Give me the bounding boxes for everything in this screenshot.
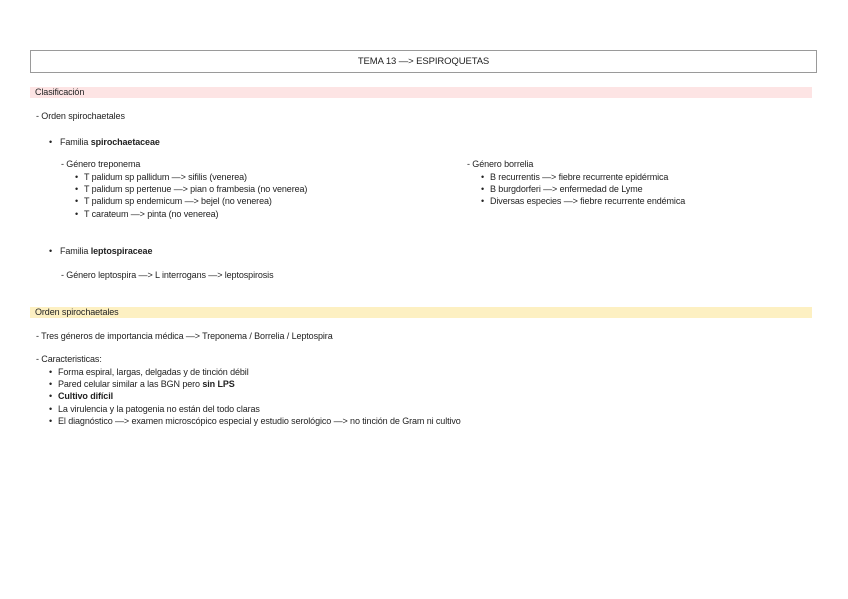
list-item: • B recurrentis —> fiebre recurrente epidérmica [481,171,685,183]
section-heading-orden: Orden spirochaetales [30,307,812,318]
genero-borrelia-label: - Género borrelia [467,159,534,169]
page-title-text: TEMA 13 —> ESPIROQUETAS [357,56,490,67]
list-item: • El diagnóstico —> examen microscópico especial y estudio serológico —> no tinción de Gram ni cultivo [49,415,461,427]
page-title [30,50,817,73]
genero-leptospira-line: - Género leptospira —> L interrogans —> leptospirosis [61,270,274,280]
caracteristicas-list [49,366,461,427]
orden-line: - Orden spirochaetales [36,111,125,121]
caracteristicas-label: - Caracteristicas: [36,354,102,364]
borrelia-list [481,171,685,208]
section-heading-clasificacion: Clasificación [30,87,812,98]
bullet-icon: • [49,137,53,147]
genero-treponema-label: - Género treponema [61,159,141,169]
list-item: • T palidum sp pertenue —> pian o frambesia (no venerea) [75,183,307,195]
familia-spirochaetaceae: • Familia spirochaetaceae [49,137,160,147]
list-item: • B burgdorferi —> enfermedad de Lyme [481,183,685,195]
list-item: • T palidum sp endemicum —> bejel (no venerea) [75,195,307,207]
treponema-list [75,171,307,220]
generos-line: - Tres géneros de importancia médica —> Treponema / Borrelia / Leptospira [36,331,333,341]
list-item: • T carateum —> pinta (no venerea) [75,208,307,220]
list-item: • T palidum sp pallidum —> sifilis (venerea) [75,171,307,183]
list-item: • Forma espiral, largas, delgadas y de tinción débil [49,366,461,378]
list-item: • Diversas especies —> fiebre recurrente endémica [481,195,685,207]
list-item: • Pared celular similar a las BGN pero sin LPS [49,378,461,390]
list-item: • La virulencia y la patogenia no están del todo claras [49,403,461,415]
bullet-icon: • [49,246,53,256]
familia-leptospiraceae: • Familia leptospiraceae [49,246,153,256]
list-item: • Cultivo difícil [49,390,461,402]
